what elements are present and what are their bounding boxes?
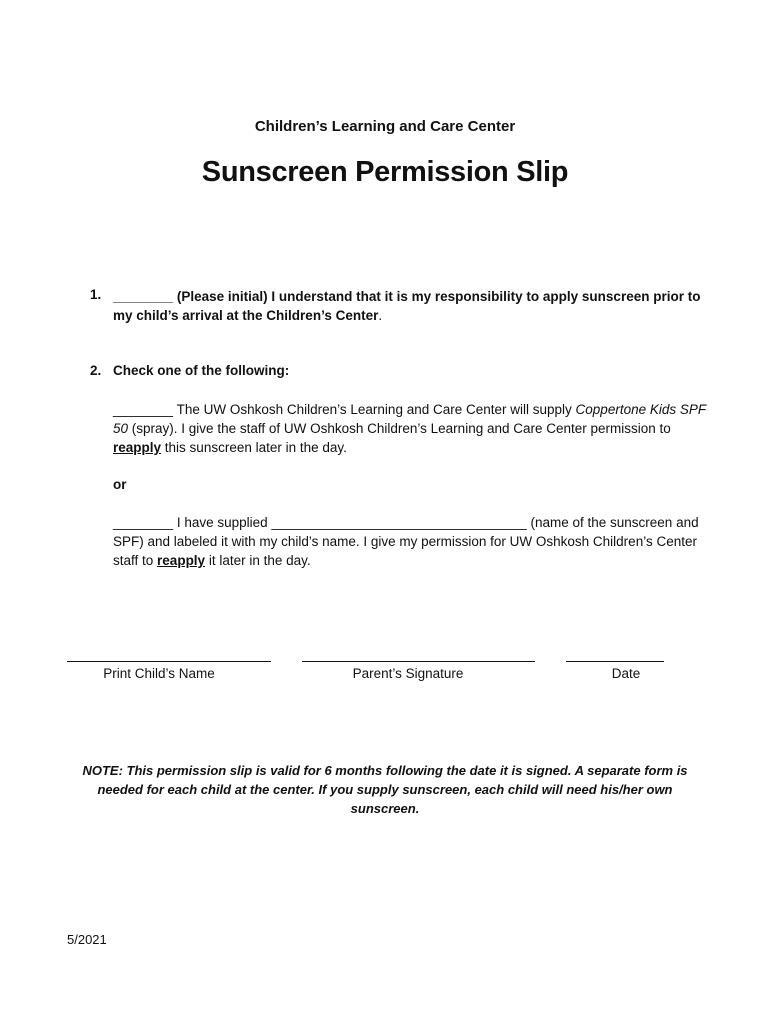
option-1-text-a: The UW Oshkosh Children’s Learning and Care Center will supply xyxy=(176,402,572,417)
item-1-number: 1. xyxy=(90,287,102,302)
page-title: Sunscreen Permission Slip xyxy=(201,156,569,188)
sunscreen-product-name: Coppertone Kids SPF 50 xyxy=(113,402,706,436)
sunscreen-name-blank[interactable]: __________________________________ xyxy=(271,515,527,530)
option-parent-supplies xyxy=(113,513,713,570)
option-1-reapply: reapply xyxy=(113,440,162,455)
option-2-text-c: it later in the day. xyxy=(208,553,311,568)
item-1-period: . xyxy=(378,308,383,323)
revision-date: 5/2021 xyxy=(67,932,107,947)
date-line[interactable] xyxy=(566,661,664,662)
option-1-text-c: this sunscreen later in the day. xyxy=(164,440,347,455)
child-name-line[interactable] xyxy=(67,661,271,662)
item-1-text xyxy=(113,287,703,325)
parent-signature-line[interactable] xyxy=(302,661,535,662)
option-2-text-a: I have supplied xyxy=(176,515,268,530)
option-1-blank[interactable]: ________ xyxy=(113,402,174,417)
organization-name: Children’s Learning and Care Center xyxy=(254,118,516,135)
item-2-heading: Check one of the following: xyxy=(113,363,290,378)
option-2-text-b: (name of the sunscreen and SPF) and labeled it with my child’s name. I give my permission for UW Oshkosh Children’s Center staff to xyxy=(113,515,699,568)
or-separator: or xyxy=(113,477,127,492)
initial-blank[interactable]: ________ xyxy=(113,289,174,304)
option-2-blank[interactable]: ________ xyxy=(113,515,174,530)
option-center-supplies xyxy=(113,400,713,457)
item-1-statement: (Please initial) I understand that it is my responsibility to apply sunscreen prior to my child’s arrival at the Children’s Center xyxy=(113,289,701,323)
child-name-label: Print Child’s Name xyxy=(103,666,215,681)
option-1-text-b: (spray). I give the staff of UW Oshkosh Children’s Learning and Care Center permission to xyxy=(131,421,671,436)
parent-signature-label: Parent’s Signature xyxy=(352,666,464,681)
item-2-number: 2. xyxy=(90,363,102,378)
date-label: Date xyxy=(611,666,641,681)
option-2-reapply: reapply xyxy=(157,553,206,568)
validity-note: NOTE: This permission slip is valid for 6 months following the date it is signed. A separate form is needed for each child at the center. If you supply sunscreen, each child will need his/her own sunscreen. xyxy=(82,763,688,816)
